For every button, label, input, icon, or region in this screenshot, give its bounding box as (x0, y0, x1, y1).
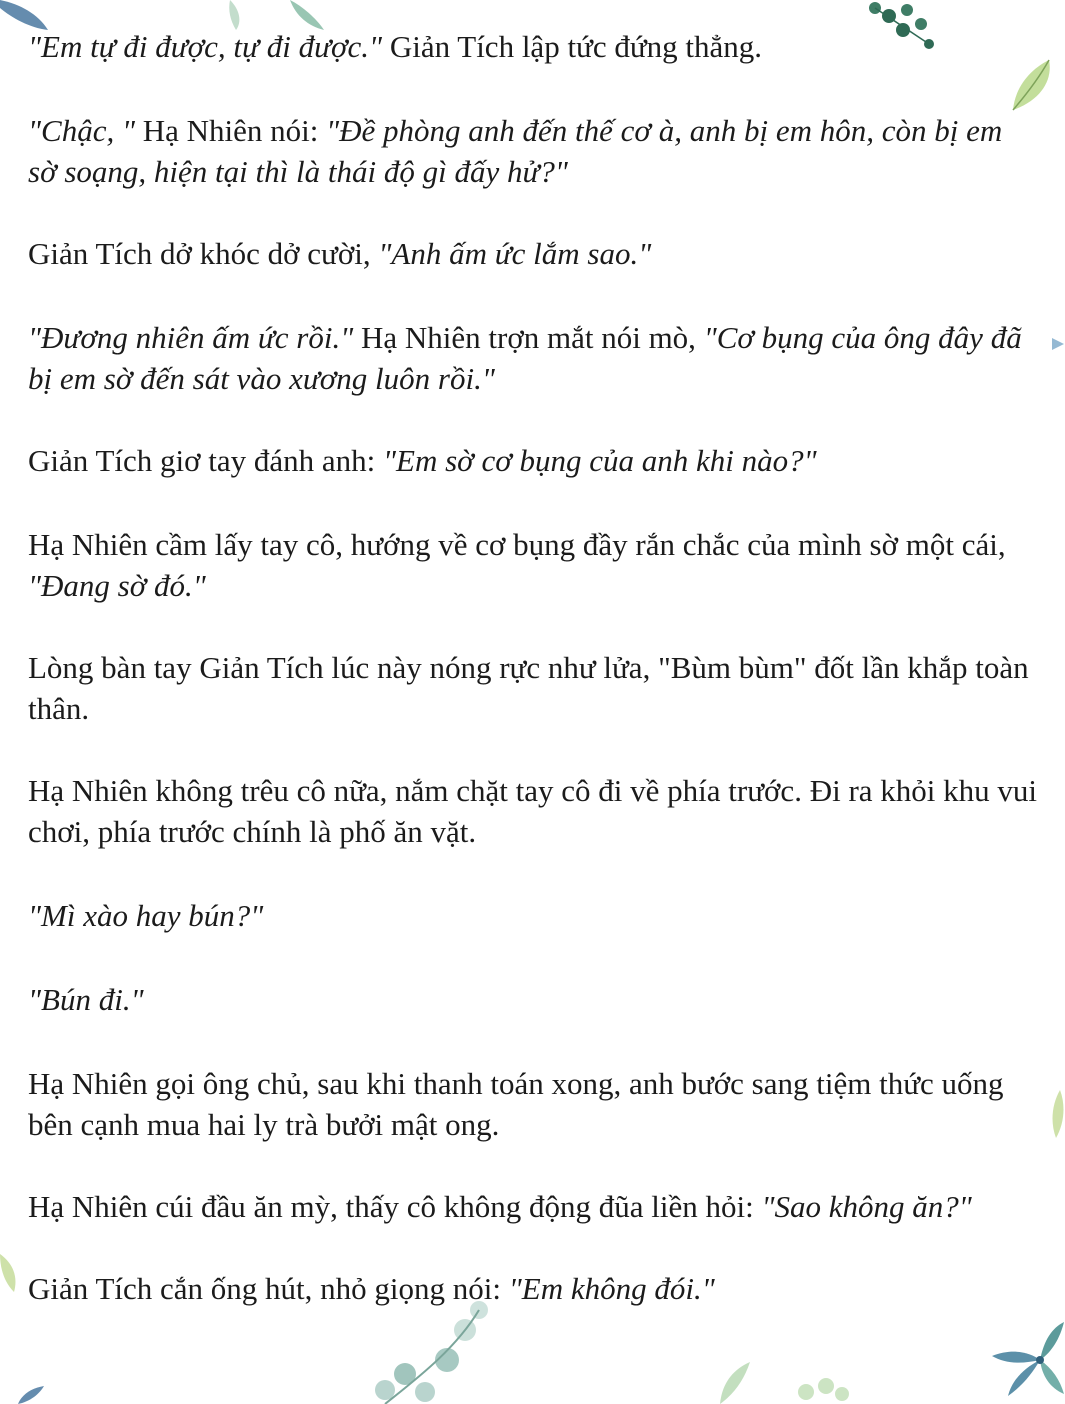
dialogue-text: "Đang sờ đó." (28, 568, 206, 603)
paragraph (28, 26, 1038, 67)
chapter-text (28, 26, 1038, 1309)
narration-text: Hạ Nhiên không trêu cô nữa, nắm chặt tay cô đi về phía trước. Đi ra khỏi khu vui chơi, phía trước chính là phố ăn vặt. (28, 773, 1037, 849)
paragraph (28, 1063, 1038, 1145)
leaf-decoration-bottom-left (10, 1386, 50, 1404)
narration-text: Hạ Nhiên cúi đầu ăn mỳ, thấy cô không động đũa liền hỏi: (28, 1189, 762, 1224)
leaf-decoration-bottom-center (355, 1300, 505, 1404)
leaf-decoration-right-mid (1050, 330, 1065, 360)
leaf-decoration-right-lower (1048, 1090, 1065, 1140)
paragraph (28, 1186, 1038, 1227)
narration-text: Hạ Nhiên cầm lấy tay cô, hướng về cơ bụng đầy rắn chắc của mình sờ một cái, (28, 527, 1006, 562)
paragraph (28, 647, 1038, 729)
narration-text: Giản Tích lập tức đứng thẳng. (382, 29, 763, 64)
dialogue-text: "Chậc, " (28, 113, 135, 148)
narration-text: Giản Tích cắn ống hút, nhỏ giọng nói: (28, 1271, 509, 1306)
leaf-decoration-bottom-right (982, 1318, 1065, 1404)
paragraph (28, 110, 1038, 192)
narration-text: Lòng bàn tay Giản Tích lúc này nóng rực như lửa, "Bùm bùm" đốt lần khắp toàn thân. (28, 650, 1029, 726)
paragraph (28, 233, 1038, 274)
dialogue-text: "Bún đi." (28, 982, 144, 1017)
leaf-decoration-bottom-right-center (680, 1362, 860, 1404)
dialogue-text: "Anh ấm ức lắm sao." (378, 236, 652, 271)
dialogue-text: "Cơ bụng của ông đây đã bị em sờ đến sát vào xương luôn rồi." (28, 320, 1022, 396)
paragraph (28, 895, 1038, 936)
dialogue-text: "Em sờ cơ bụng của anh khi nào?" (383, 443, 817, 478)
paragraph (28, 979, 1038, 1020)
paragraph (28, 524, 1038, 606)
paragraph (28, 317, 1038, 399)
narration-text: Hạ Nhiên gọi ông chủ, sau khi thanh toán xong, anh bước sang tiệm thức uống bên cạnh mua hai ly trà bưởi mật ong. (28, 1066, 1004, 1142)
narration-text: Hạ Nhiên trợn mắt nói mò, (353, 320, 704, 355)
dialogue-text: "Em tự đi được, tự đi được." (28, 29, 383, 64)
paragraph (28, 440, 1038, 481)
leaf-decoration-left-lower (0, 1250, 20, 1294)
dialogue-text: "Mì xào hay bún?" (28, 898, 264, 933)
narration-text: Giản Tích giơ tay đánh anh: (28, 443, 384, 478)
dialogue-text: "Đề phòng anh đến thế cơ à, anh bị em hôn, còn bị em sờ soạng, hiện tại thì là thái độ gì đấy hử?" (28, 113, 1003, 189)
narration-text: Giản Tích dở khóc dở cười, (28, 236, 379, 271)
paragraph (28, 1268, 1038, 1309)
narration-text: Hạ Nhiên nói: (134, 113, 327, 148)
paragraph (28, 770, 1038, 852)
dialogue-text: "Em không đói." (508, 1271, 715, 1306)
dialogue-text: "Đương nhiên ấm ức rồi." (28, 320, 354, 355)
dialogue-text: "Sao không ăn?" (761, 1189, 972, 1224)
